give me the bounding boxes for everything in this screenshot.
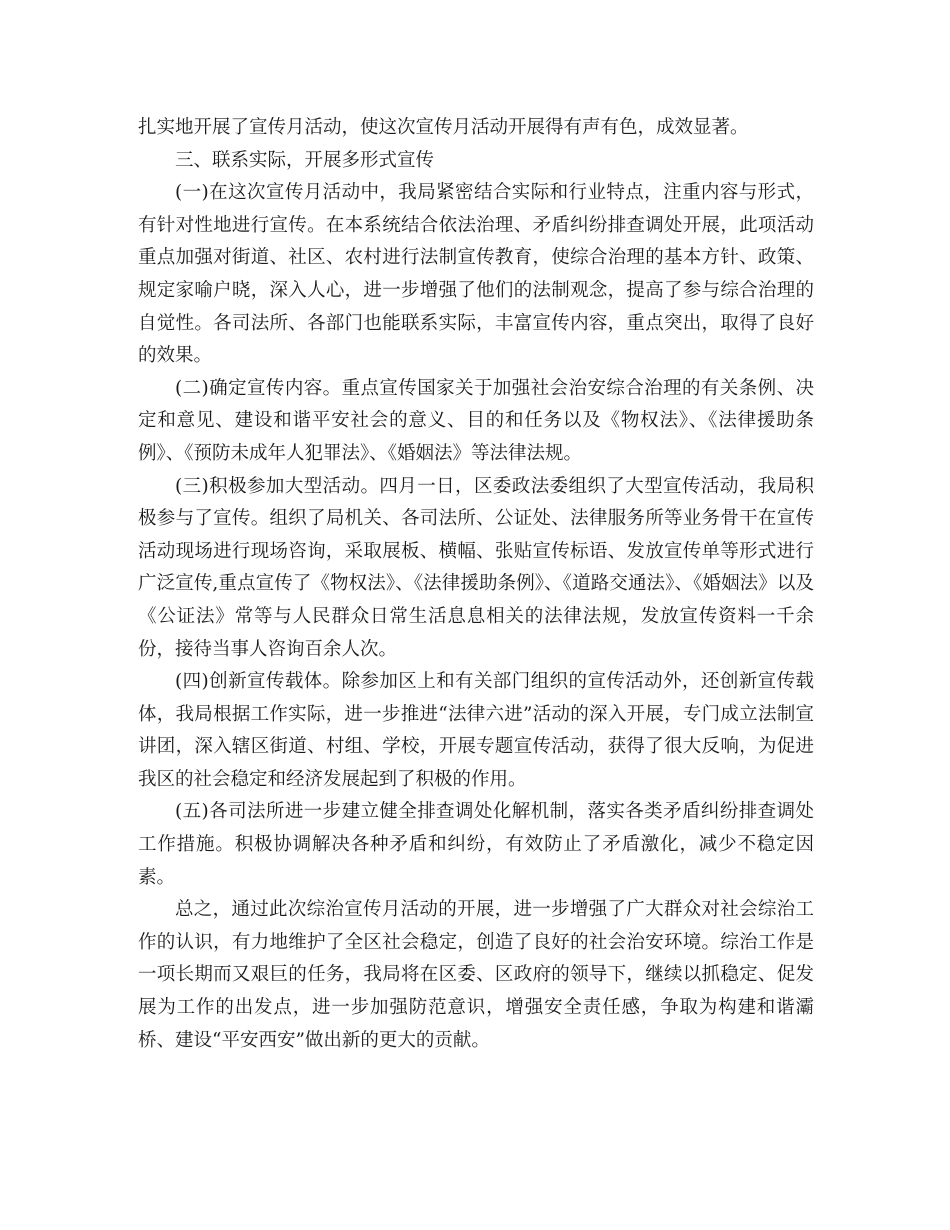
paragraph-continuation: 扎实地开展了宣传月活动，使这次宣传月活动开展得有声有色，成效显著。 xyxy=(138,117,749,138)
section-heading: 三、联系实际，开展多形式宣传 xyxy=(175,149,435,171)
paragraph-item-1: (一)在这次宣传月活动中，我局紧密结合实际和行业特点，注重内容与形式，有针对性地进行宣传。在本系统结合依法治理、矛盾纠纷排查调处开展，此项活动重点加强对街道、社区、农村进行法制宣传教育，使综合治理的基本方针、政策、规定家喻户晓，深入人心，进一步增强了他们的法制观念，提高了参与综合治理的自觉性。各司法所、各部门也能联系实际，丰富宣传内容，重点突出，取得了良好的效果。 xyxy=(138,182,814,367)
paragraph-conclusion: 总之，通过此次综治宣传月活动的开展，进一步增强了广大群众对社会综治工作的认识，有力地维护了全区社会稳定，创造了良好的社会治安环境。综治工作是一项长期而又艰巨的任务，我局将在区委、区政府的领导下，继续以抓稳定、促发展为工作的出发点，进一步加强防范意识，增强安全责任感，争取为构建和谐灞桥、建设“平安西安”做出新的更大的贡献。 xyxy=(138,899,814,1051)
paragraph-item-5: (五)各司法所进一步建立健全排查调处化解机制，落实各类矛盾纠纷排查调处工作措施。积极协调解决各种矛盾和纠纷，有效防止了矛盾激化，减少不稳定因素。 xyxy=(138,801,814,888)
paragraph-item-4: (四)创新宣传载体。除参加区上和有关部门组织的宣传活动外，还创新宣传载体，我局根据工作实际，进一步推进“法律六进”活动的深入开展，专门成立法制宣讲团，深入辖区街道、村组、学校，开展专题宣传活动，获得了很大反响，为促进我区的社会稳定和经济发展起到了积极的作用。 xyxy=(138,671,814,790)
paragraph-item-2: (二)确定宣传内容。重点宣传国家关于加强社会治安综合治理的有关条例、决定和意见、建设和谐平安社会的意义、目的和任务以及《物权法》、《法律援助条例》、《预防未成年人犯罪法》、《婚姻法》等法律法规。 xyxy=(138,377,814,464)
document-body xyxy=(138,112,814,1057)
paragraph-item-3: (三)积极参加大型活动。四月一日，区委政法委组织了大型宣传活动，我局积极参与了宣传。组织了局机关、各司法所、公证处、法律服务所等业务骨干在宣传活动现场进行现场咨询，采取展板、横幅、张贴宣传标语、发放宣传单等形式进行广泛宣传,重点宣传了《物权法》、《法律援助条例》、《道路交通法》、《婚姻法》以及《公证法》常等与人民群众日常生活息息相关的法律法规，发放宣传资料一千余份，接待当事人咨询百余人次。 xyxy=(138,475,814,660)
